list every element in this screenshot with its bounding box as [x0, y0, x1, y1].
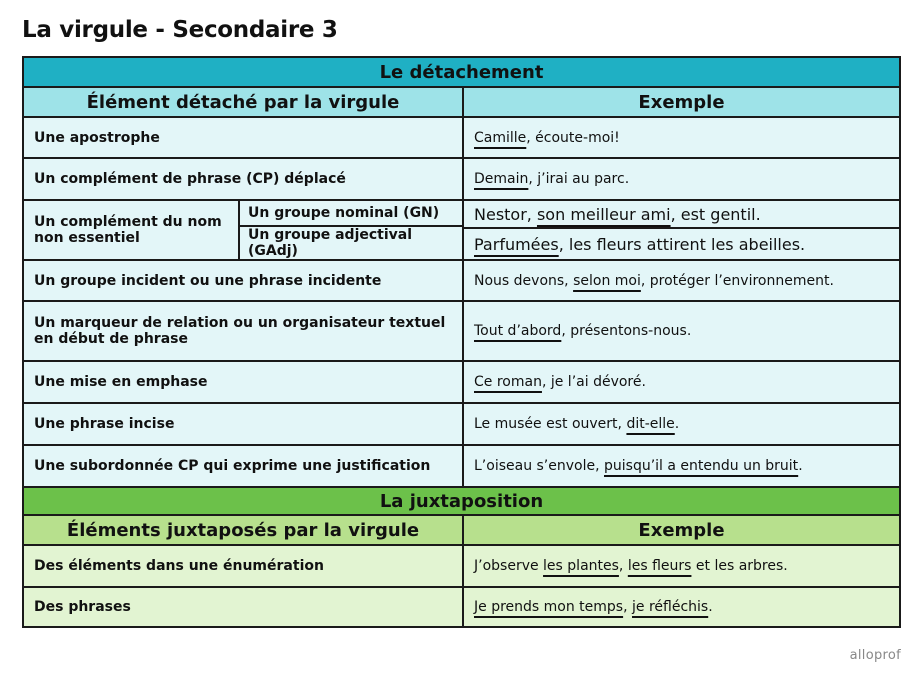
- text-segment: , écoute-moi!: [526, 129, 620, 146]
- text-segment: Le musée est ouvert,: [474, 416, 627, 432]
- table-row: [24, 444, 899, 486]
- text-segment: J’observe: [474, 558, 544, 574]
- text-segment: Nestor,: [474, 204, 537, 224]
- subrow-label: Un groupe nominal (GN): [240, 201, 462, 227]
- section-header-detachement: [24, 58, 899, 86]
- underlined-segment: les plantes: [543, 558, 619, 574]
- example-sentence: [474, 323, 691, 339]
- text-segment: Nous devons,: [474, 272, 574, 289]
- row-label: Une apostrophe: [24, 118, 464, 157]
- subrow-examples: [464, 201, 899, 259]
- row-example: [464, 118, 899, 157]
- row-example: [464, 261, 899, 300]
- table-row-complement: [24, 199, 899, 259]
- example-sentence: [474, 235, 805, 254]
- example-sentence: [474, 205, 761, 224]
- row-example: [464, 159, 899, 199]
- example-sentence: [474, 558, 788, 574]
- section-title: La juxtaposition: [379, 490, 544, 512]
- underlined-segment: dit-elle: [626, 416, 675, 432]
- example-sentence: [474, 599, 713, 615]
- underlined-segment: les fleurs: [627, 558, 692, 574]
- page-title: La virgule - Secondaire 3: [22, 17, 338, 43]
- table-row: [24, 300, 899, 360]
- row-example: [464, 302, 899, 360]
- comma-rules-table: [22, 56, 901, 628]
- row-label: Un marqueur de relation ou un organisateur textuel en début de phrase: [24, 302, 464, 360]
- row-label: Un groupe incident ou une phrase incidente: [24, 261, 464, 300]
- table-row: [24, 360, 899, 402]
- text-segment: , les fleurs attirent les abeilles.: [558, 234, 806, 254]
- underlined-segment: Tout d’abord: [474, 323, 562, 339]
- row-example: [464, 546, 899, 586]
- example-sentence: [474, 458, 803, 474]
- section-header-juxtaposition: [24, 486, 899, 514]
- underlined-segment: puisqu’il a entendu un bruit: [604, 458, 799, 474]
- text-segment: ,: [618, 558, 628, 574]
- row-label: Des éléments dans une énumération: [24, 546, 464, 586]
- column-header-example: Exemple: [638, 519, 725, 541]
- underlined-segment: Je prends mon temps: [474, 599, 624, 615]
- column-header-row: [24, 514, 899, 544]
- column-header-row: [24, 86, 899, 116]
- column-header-element: Éléments juxtaposés par la virgule: [24, 516, 464, 544]
- text-segment: , présentons-nous.: [561, 323, 692, 339]
- text-segment: .: [674, 416, 680, 432]
- row-example: [464, 362, 899, 402]
- row-example: [464, 446, 899, 486]
- section-title: Le détachement: [379, 61, 544, 83]
- alloprof-logo: alloprof: [849, 648, 901, 663]
- row-label: Un complément de phrase (CP) déplacé: [24, 159, 464, 199]
- text-segment: .: [798, 458, 803, 474]
- row-label: Une subordonnée CP qui exprime une justification: [24, 446, 464, 486]
- example-sentence: [474, 374, 646, 390]
- text-segment: , est gentil.: [670, 204, 761, 224]
- table-row: [24, 586, 899, 626]
- text-segment: , protéger l’environnement.: [640, 272, 834, 289]
- row-example: [464, 404, 899, 444]
- text-segment: et les arbres.: [691, 558, 788, 574]
- underlined-segment: je réfléchis: [632, 599, 709, 615]
- underlined-segment: Camille: [474, 129, 527, 146]
- table-row: [24, 259, 899, 300]
- subrow-example: [464, 201, 899, 229]
- underlined-segment: Ce roman: [474, 374, 542, 390]
- table-row: [24, 157, 899, 199]
- example-sentence: [474, 171, 629, 187]
- row-label: Une mise en emphase: [24, 362, 464, 402]
- row-label: Des phrases: [24, 588, 464, 626]
- underlined-segment: Parfumées: [474, 234, 559, 254]
- text-segment: .: [708, 599, 713, 615]
- underlined-segment: selon moi: [573, 272, 641, 289]
- table-row: [24, 544, 899, 586]
- row-label: Un complément du nom non essentiel: [24, 201, 240, 259]
- example-sentence: [474, 130, 620, 146]
- subrow-label: Un groupe adjectival (GAdj): [248, 227, 413, 259]
- text-segment: , je l’ai dévoré.: [541, 374, 646, 390]
- text-segment: L’oiseau s’envole,: [474, 458, 604, 474]
- table-row: [24, 402, 899, 444]
- underlined-segment: Demain: [474, 171, 529, 187]
- column-header-element: Élément détaché par la virgule: [24, 88, 464, 116]
- example-sentence: [474, 273, 834, 289]
- column-header-example: Exemple: [638, 91, 725, 113]
- row-label: Une phrase incise: [24, 404, 464, 444]
- table-row: [24, 116, 899, 157]
- text-segment: ,: [623, 599, 632, 615]
- subrow-example: [464, 229, 899, 259]
- underlined-segment: son meilleur ami: [536, 204, 671, 224]
- example-sentence: [474, 416, 679, 432]
- row-example: [464, 588, 899, 626]
- text-segment: , j’irai au parc.: [528, 171, 630, 187]
- subrow-labels: [240, 201, 464, 259]
